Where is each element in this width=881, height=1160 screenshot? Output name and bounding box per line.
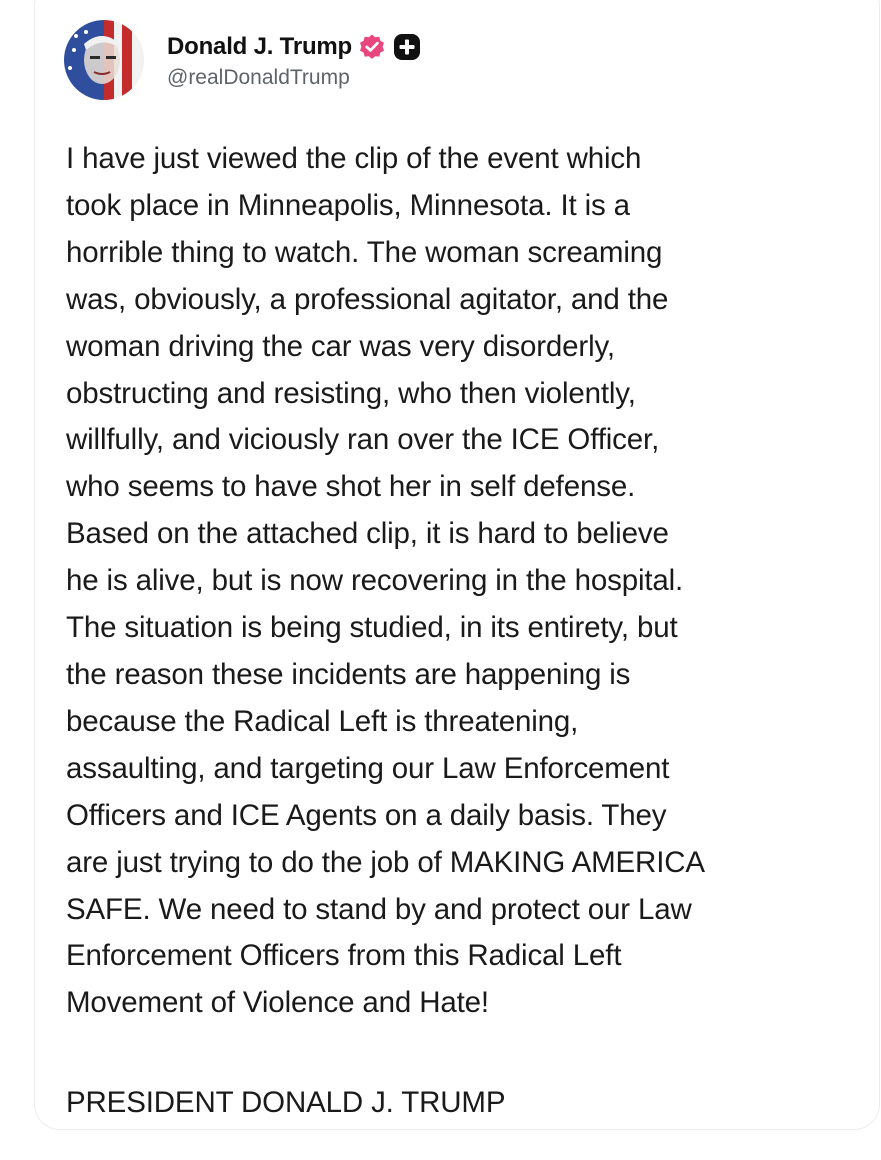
post-text-line: I have just viewed the clip of the event which (66, 142, 642, 175)
author-handle[interactable]: @realDonaldTrump (167, 66, 350, 89)
post-text-line: Enforcement Officers from this Radical Left (66, 939, 622, 973)
post-text-line: Officers and ICE Agents on a daily basis. They (66, 798, 667, 832)
author-name-row (167, 30, 421, 64)
post-text-line: willfully, and viciously ran over the ICE Officer, (66, 423, 660, 457)
avatar-image (64, 20, 144, 100)
post-text-line: Movement of Violence and Hate! (66, 986, 489, 1020)
post-text-line: SAFE. We need to stand by and protect our Law (66, 892, 692, 926)
author-info (167, 30, 421, 90)
verified-badge-icon (358, 33, 386, 61)
post-signature: PRESIDENT DONALD J. TRUMP (66, 1086, 506, 1119)
post-text-line: because the Radical Left is threatening, (66, 704, 579, 738)
author-display-name[interactable]: Donald J. Trump (167, 33, 353, 60)
post-text-line: Based on the attached clip, it is hard to believe (66, 517, 669, 551)
post-text-line: are just trying to do the job of MAKING AMERICA (66, 845, 705, 879)
post-text-line: he is alive, but is now recovering in the hospital. (66, 564, 684, 598)
post-text-line: took place in Minneapolis, Minnesota. It is a (66, 188, 630, 222)
post-text-line: The situation is being studied, in its entirety, but (66, 611, 678, 645)
post-text-line: the reason these incidents are happening is (66, 657, 631, 691)
post-text-line: horrible thing to watch. The woman screaming (66, 235, 663, 269)
post-text-line: woman driving the car was very disorderly, (66, 329, 615, 363)
post-text-line: obstructing and resisting, who then violently, (66, 376, 636, 410)
post-text-line: who seems to have shot her in self defense. (66, 470, 636, 504)
avatar[interactable] (64, 20, 144, 100)
post-header (64, 18, 421, 102)
post-text-line: was, obviously, a professional agitator, and the (66, 282, 669, 316)
post-text (66, 136, 866, 1027)
plus-badge-icon (393, 33, 421, 61)
post-text-line: assaulting, and targeting our Law Enforcement (66, 751, 670, 785)
